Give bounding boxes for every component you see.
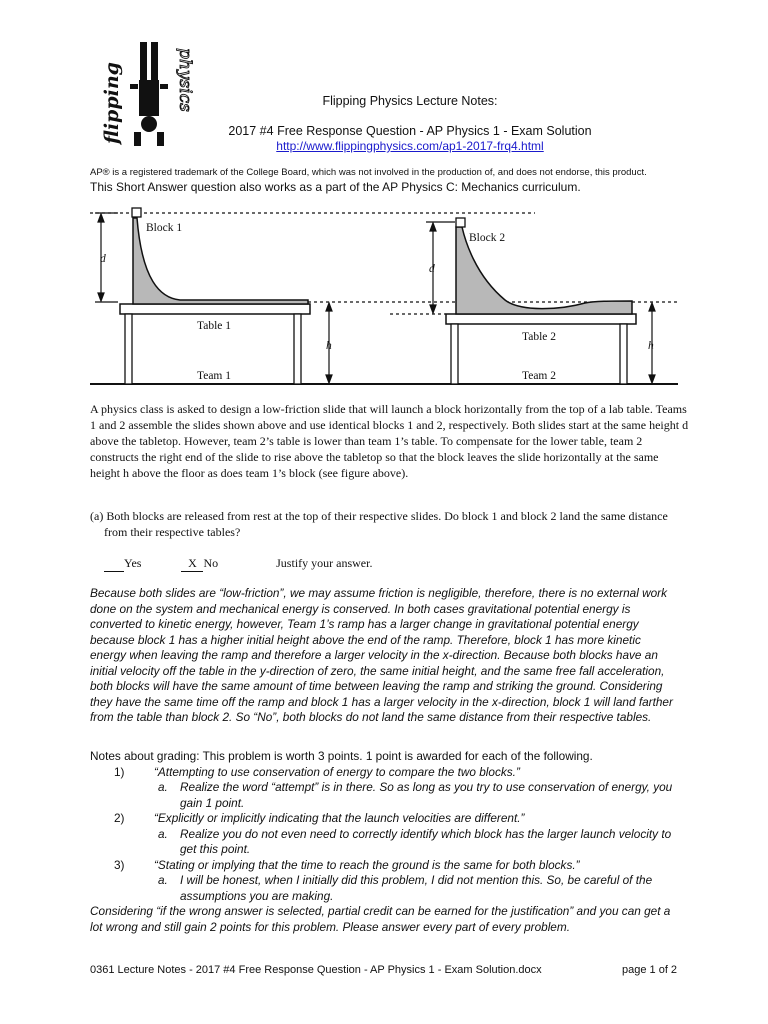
table-2-leg-left — [451, 324, 458, 384]
table-2-label: Table 2 — [522, 331, 557, 343]
question-a — [90, 509, 690, 541]
grading-item-text: “Explicitly or implicitly indicating that the launch velocities are different.” — [154, 811, 525, 825]
yes-label: Yes — [124, 556, 142, 570]
source-link[interactable]: http://www.flippingphysics.com/ap1-2017-frq4.html — [276, 139, 544, 153]
answer-choices — [104, 556, 372, 572]
d-label-1: d — [100, 253, 106, 265]
grading-subitem-text: Realize you do not even need to correctly identify which block has the larger launch velocity to get this point. — [180, 826, 672, 856]
grading-subitem-letter: a. — [158, 780, 168, 794]
team-2-label: Team 2 — [522, 370, 557, 382]
table-2-top — [446, 314, 636, 324]
grading-intro: Notes about grading: This problem is worth 3 points. 1 point is awarded for each of the following. — [90, 749, 593, 763]
flipping-physics-logo — [94, 40, 204, 150]
yes-blank — [104, 556, 124, 572]
no-mark: X — [181, 556, 203, 572]
grading-subitem-text: Realize the word “attempt” is in there. So as long as you try to use conservation of energy, you gain 1 point. — [180, 780, 673, 810]
grading-subitem — [90, 780, 680, 811]
question-a-text: (a) Both blocks are released from rest at the top of their respective slides. Do block 1 and block 2 land the same distance from their respective tables? — [90, 509, 668, 539]
height-d-arrow-1 — [95, 213, 118, 302]
slides-figure — [90, 200, 690, 400]
table-1-leg-right — [294, 314, 301, 384]
block-2-icon — [456, 218, 465, 227]
page-title: Flipping Physics Lecture Notes: — [322, 94, 498, 108]
grading-item — [90, 858, 680, 874]
logo-word-flipping: flipping — [101, 62, 123, 144]
grading-item-text: “Attempting to use conservation of energy to compare the two blocks.” — [154, 764, 520, 779]
grading-subitem-text: I will be honest, when I initially did this problem, I did not mention this. So, be careful of the assumptions you are making. — [180, 873, 653, 903]
team-1-label: Team 1 — [197, 370, 232, 382]
grading-item-number: 3) — [114, 857, 125, 872]
h-label-2: h — [648, 340, 654, 352]
trademark-notice: AP® is a registered trademark of the College Board, which was not involved in the production of, and does not endorse, this product. — [90, 167, 647, 178]
grading-item-number: 2) — [114, 811, 125, 825]
table-1-top — [120, 304, 310, 314]
answer-explanation: Because both slides are “low-friction”, we may assume friction is negligible, therefore, there is no external work done on the system and mechanical energy is conserved. In both cases gravitational potential energy is converted to kinetic energy, however, Team 1’s ramp has a larger change in gravitational potential energy because block 1 has a higher initial height above the end of the ramp. Therefore, block 1 has more kinetic energy when leaving the ramp and therefore a larger velocity in the x-direction. Because both blocks have an initial velocity off the table in the y-direction of zero, the same initial height, and the same free fall acceleration, both blocks will have the same amount of time between leaving the ramp and striking the ground. Considering they have the same time off the ramp and block 1 has a larger velocity in the x-direction, block 1 will land farther from the table than block 2. So “No”, both blocks do not land the same distance from their respective tables. — [90, 586, 673, 724]
logo-word-physics: physics — [175, 48, 195, 112]
table-1-leg-left — [125, 314, 132, 384]
grading-item — [90, 765, 680, 781]
grading-subitem — [90, 827, 680, 858]
table-1-label: Table 1 — [197, 320, 232, 332]
handstand-figure-icon — [130, 42, 168, 146]
footer-filename: 0361 Lecture Notes - 2017 #4 Free Response Question - AP Physics 1 - Exam Solution.docx — [90, 964, 542, 976]
block-2-label: Block 2 — [469, 232, 506, 244]
grading-subitem-letter: a. — [158, 826, 168, 841]
grading-notes — [90, 749, 680, 935]
table-2-leg-right — [620, 324, 627, 384]
curriculum-note: This Short Answer question also works as a part of the AP Physics C: Mechanics curriculum. — [90, 180, 581, 194]
block-1-label: Block 1 — [146, 222, 183, 234]
justify-prompt: Justify your answer. — [276, 556, 373, 570]
no-label: No — [203, 556, 219, 570]
grading-item — [90, 811, 680, 827]
footer-page-number: page 1 of 2 — [622, 964, 678, 976]
grading-item-number: 1) — [114, 764, 125, 779]
h-label-1: h — [326, 340, 332, 352]
grading-subitem — [90, 873, 680, 904]
block-1-icon — [132, 208, 141, 217]
grading-subitem-letter: a. — [158, 873, 168, 887]
page-subtitle: 2017 #4 Free Response Question - AP Physics 1 - Exam Solution — [228, 124, 592, 138]
d-label-2: d — [429, 263, 435, 275]
grading-closing: Considering “if the wrong answer is selected, partial credit can be earned for the justification” and you can get a lot wrong and still gain 2 points for this problem. Please answer every part of every problem. — [90, 904, 671, 934]
problem-statement: A physics class is asked to design a low-friction slide that will launch a block horizontally from the top of a lab table. Teams 1 and 2 assemble the slides shown above and use identical blocks 1 and 2, respectively. Both slides start at the same height d above the tabletop. However, team 2’s table is lower than team 1’s table. To compensate for the lower table, team 2 constructs the right end of the slide to rise above the tabletop so that the block leaves the slide horizontally at the same height h above the floor as does team 1’s block (see figure above). — [90, 402, 689, 480]
grading-item-text: “Stating or implying that the time to reach the ground is the same for both blocks.” — [154, 857, 580, 872]
